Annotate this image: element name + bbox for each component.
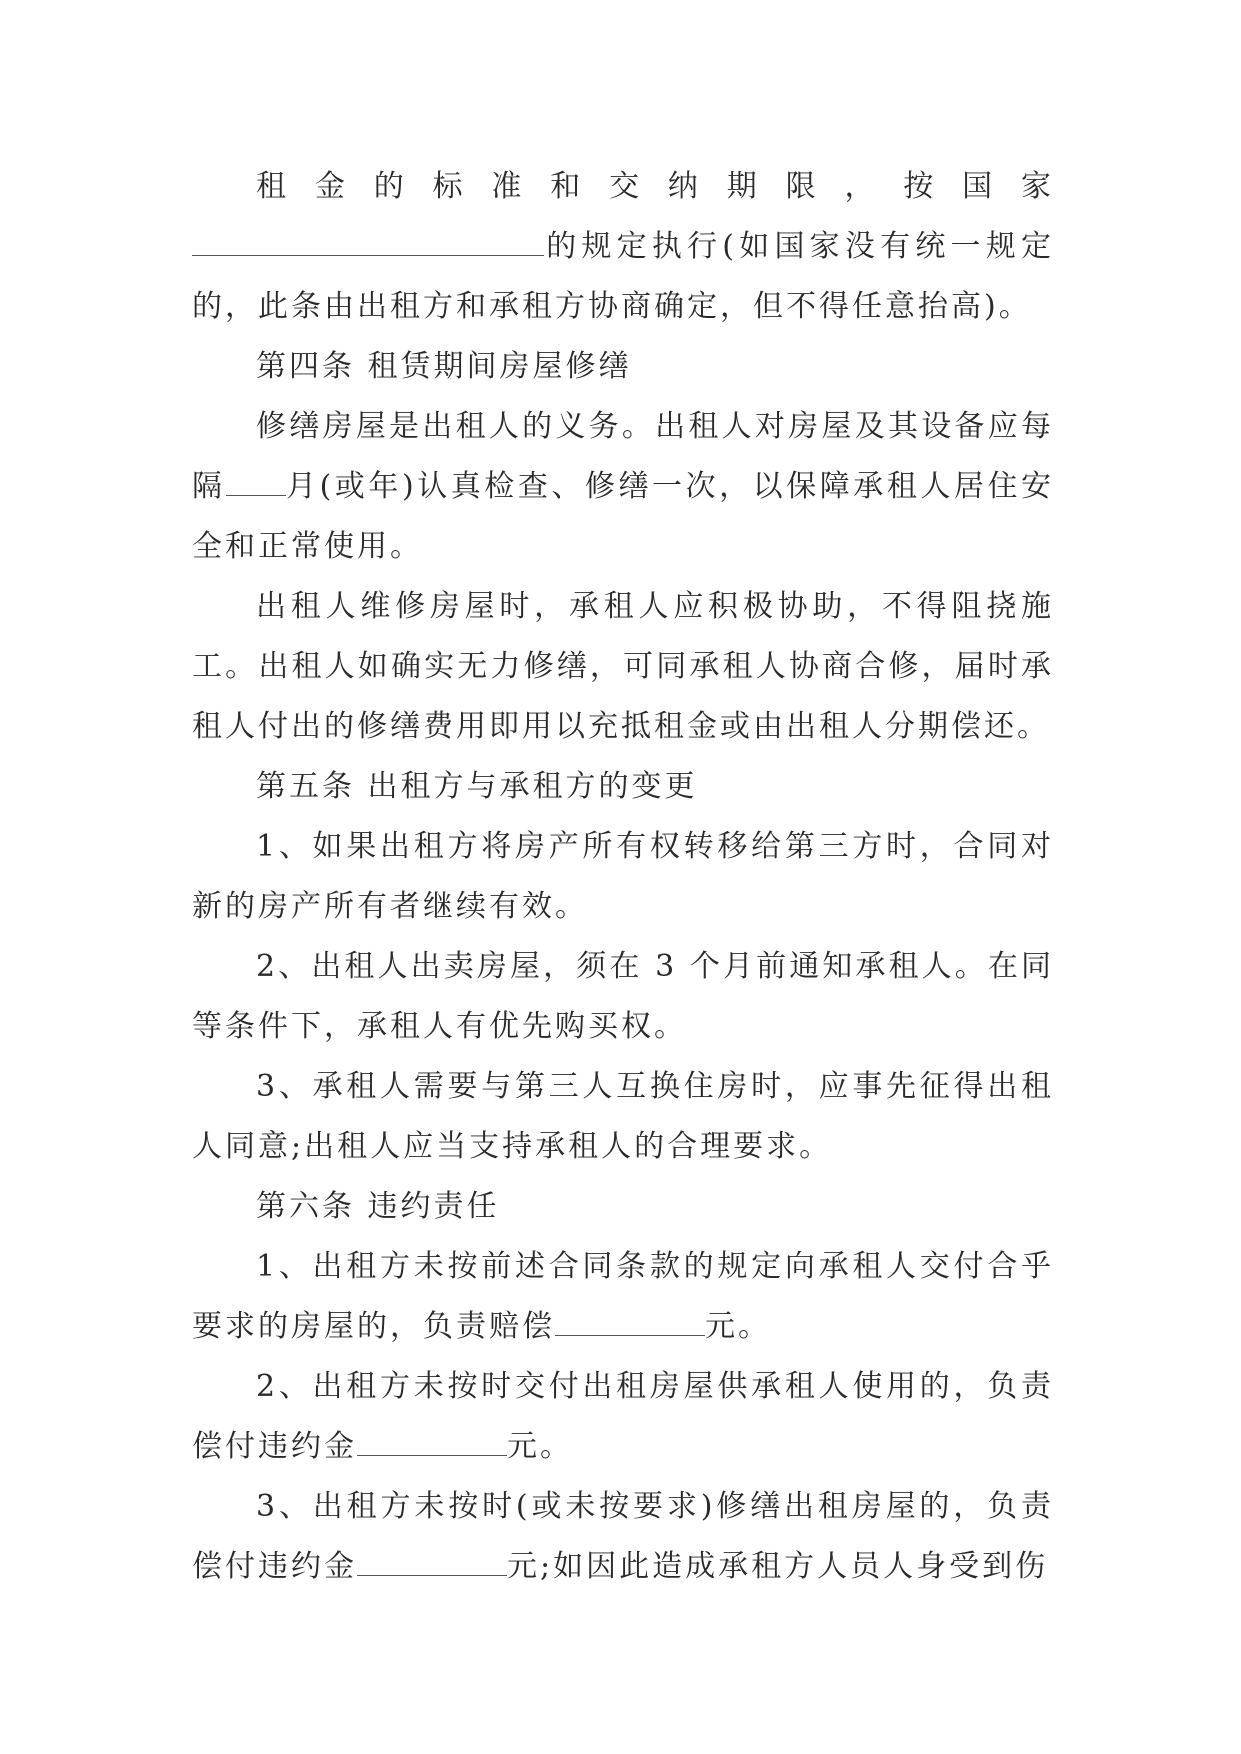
paragraph-change-1: 1、如果出租方将房产所有权转移给第三方时，合同对新的房产所有者继续有效。: [192, 829, 1054, 924]
paragraph-change-3: 3、承租人需要与第三人互换住房时，应事先征得出租人同意;出租人应当支持承租人的合理要求。: [192, 1069, 1054, 1164]
fill-blank: [357, 1549, 507, 1576]
fill-blank: [192, 229, 544, 256]
heading-article-4: 第四条 租赁期间房屋修缮: [256, 349, 632, 384]
paragraph-repair-duty: 修缮房屋是出租人的义务。出租人对房屋及其设备应每隔 月(或年)认真检查、修缮一次，以保障承租人居住安全和正常使用。: [192, 409, 1054, 564]
paragraph-change-2: 2、出租人出卖房屋，须在 3 个月前通知承租人。在同等条件下，承租人有优先购买权。: [192, 949, 1054, 1044]
heading-article-6: 第六条 违约责任: [256, 1189, 500, 1224]
paragraph-breach-2: 2、出租方未按时交付出租房屋供承租人使用的，负责偿付违约金 元。: [192, 1369, 1054, 1464]
fill-blank: [226, 469, 286, 496]
document-page: [192, 157, 1054, 1597]
paragraph-repair-assist: 出租人维修房屋时，承租人应积极协助，不得阻挠施工。出租人如确实无力修缮，可同承租人协商合修，届时承租人付出的修缮费用即用以充抵租金或由出租人分期偿还。: [192, 589, 1054, 744]
fill-blank: [357, 1429, 507, 1456]
paragraph-breach-3: 3、出租方未按时(或未按要求)修缮出租房屋的，负责偿付违约金 元;如因此造成承租方人员人身受到伤: [192, 1489, 1054, 1584]
fill-blank: [555, 1309, 705, 1336]
paragraph-rent-standard: 租金的标准和交纳期限，按国家的规定执行(如国家没有统一规定的，此条由出租方和承租方协商确定，但不得任意抬高)。: [192, 169, 1054, 324]
heading-article-5: 第五条 出租方与承租方的变更: [256, 769, 698, 804]
paragraph-breach-1: 1、出租方未按前述合同条款的规定向承租人交付合乎要求的房屋的，负责赔偿 元。: [192, 1249, 1054, 1344]
